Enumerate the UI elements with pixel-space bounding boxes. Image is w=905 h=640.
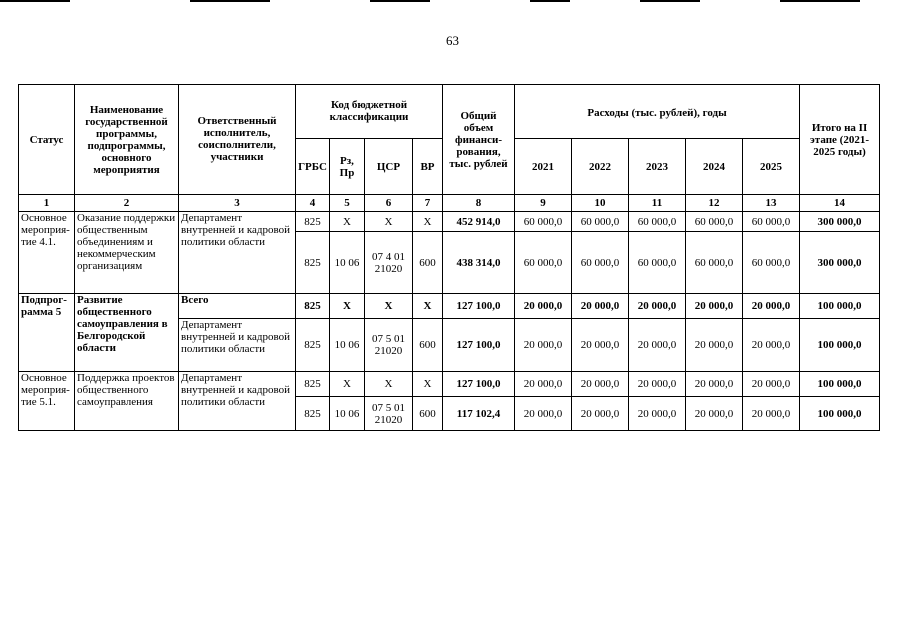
cell-grbs: 825 (296, 319, 330, 372)
cell-2022: 20 000,0 (572, 397, 629, 431)
cell-rzpr: 10 06 (330, 397, 365, 431)
cell-2024: 60 000,0 (686, 212, 743, 232)
cell-2024: 60 000,0 (686, 232, 743, 294)
cell-stage-total: 100 000,0 (800, 397, 880, 431)
header-total-stage: Итого на II этапе (2021-2025 годы) (800, 85, 880, 195)
cell-2024: 20 000,0 (686, 372, 743, 397)
cell-2023: 20 000,0 (629, 319, 686, 372)
cell-stage-total: 300 000,0 (800, 232, 880, 294)
row-responsible: Департамент внутренней и кадровой политики области (179, 319, 296, 372)
cell-2022: 20 000,0 (572, 294, 629, 319)
cell-grbs: 825 (296, 294, 330, 319)
header-year-2025: 2025 (743, 139, 800, 195)
cell-stage-total: 300 000,0 (800, 212, 880, 232)
cell-2025: 20 000,0 (743, 372, 800, 397)
header-rzpr: Рз, Пр (330, 139, 365, 195)
cell-vr: Х (413, 294, 443, 319)
cell-total: 127 100,0 (443, 294, 515, 319)
cell-2022: 20 000,0 (572, 372, 629, 397)
cell-stage-total: 100 000,0 (800, 372, 880, 397)
cell-total: 117 102,4 (443, 397, 515, 431)
cell-vr: 600 (413, 232, 443, 294)
col-number: 8 (443, 195, 515, 212)
cell-rzpr: 10 06 (330, 319, 365, 372)
header-expenses: Расходы (тыс. рублей), годы (515, 85, 800, 139)
scan-edge-mark (780, 0, 860, 2)
cell-2025: 60 000,0 (743, 212, 800, 232)
cell-2023: 20 000,0 (629, 294, 686, 319)
header-total-volume: Общий объем финанси-рования, тыс. рублей (443, 85, 515, 195)
cell-2023: 20 000,0 (629, 372, 686, 397)
cell-grbs: 825 (296, 212, 330, 232)
header-responsible: Ответственный исполнитель, соисполнители, участники (179, 85, 296, 195)
row-status: Основное мероприя-тие 4.1. (19, 212, 75, 294)
cell-total: 127 100,0 (443, 372, 515, 397)
cell-total: 127 100,0 (443, 319, 515, 372)
cell-stage-total: 100 000,0 (800, 294, 880, 319)
cell-2024: 20 000,0 (686, 294, 743, 319)
row-responsible: Всего (179, 294, 296, 319)
cell-csr: Х (365, 294, 413, 319)
cell-2025: 60 000,0 (743, 232, 800, 294)
budget-table (18, 84, 880, 431)
column-number-row (19, 195, 880, 212)
scan-edge-mark (370, 0, 430, 2)
cell-2025: 20 000,0 (743, 294, 800, 319)
header-budget-code: Код бюджетной классификации (296, 85, 443, 139)
scan-edge-mark (640, 0, 700, 2)
cell-total: 438 314,0 (443, 232, 515, 294)
row-name: Оказание поддержки общественным объединениям и некоммерческим организациям (75, 212, 179, 294)
row-responsible: Департамент внутренней и кадровой политики области (179, 212, 296, 294)
col-number: 7 (413, 195, 443, 212)
cell-2022: 20 000,0 (572, 319, 629, 372)
header-csr: ЦСР (365, 139, 413, 195)
header-status: Статус (19, 85, 75, 195)
cell-grbs: 825 (296, 397, 330, 431)
col-number: 10 (572, 195, 629, 212)
cell-csr: 07 5 01 21020 (365, 397, 413, 431)
header-vr: ВР (413, 139, 443, 195)
cell-2023: 60 000,0 (629, 232, 686, 294)
cell-csr: 07 4 01 21020 (365, 232, 413, 294)
cell-2024: 20 000,0 (686, 319, 743, 372)
cell-stage-total: 100 000,0 (800, 319, 880, 372)
col-number: 2 (75, 195, 179, 212)
cell-csr: Х (365, 212, 413, 232)
cell-2022: 60 000,0 (572, 232, 629, 294)
col-number: 14 (800, 195, 880, 212)
col-number: 3 (179, 195, 296, 212)
table-row (19, 294, 880, 319)
cell-2021: 20 000,0 (515, 319, 572, 372)
table-row (19, 212, 880, 232)
cell-2022: 60 000,0 (572, 212, 629, 232)
cell-2023: 60 000,0 (629, 212, 686, 232)
cell-2021: 60 000,0 (515, 212, 572, 232)
cell-rzpr: Х (330, 294, 365, 319)
row-status: Основное мероприя-тие 5.1. (19, 372, 75, 431)
cell-2021: 20 000,0 (515, 294, 572, 319)
cell-rzpr: Х (330, 212, 365, 232)
cell-rzpr: Х (330, 372, 365, 397)
header-name: Наименование государственной программы, подпрограммы, основного мероприятия (75, 85, 179, 195)
header-year-2022: 2022 (572, 139, 629, 195)
cell-2021: 60 000,0 (515, 232, 572, 294)
cell-vr: 600 (413, 397, 443, 431)
row-name: Поддержка проектов общественного самоуправления (75, 372, 179, 431)
col-number: 6 (365, 195, 413, 212)
col-number: 1 (19, 195, 75, 212)
cell-2025: 20 000,0 (743, 319, 800, 372)
cell-vr: 600 (413, 319, 443, 372)
header-year-2024: 2024 (686, 139, 743, 195)
scan-edge-mark (190, 0, 270, 2)
col-number: 12 (686, 195, 743, 212)
cell-2023: 20 000,0 (629, 397, 686, 431)
cell-2021: 20 000,0 (515, 397, 572, 431)
header-year-2021: 2021 (515, 139, 572, 195)
scan-edge-mark (0, 0, 70, 2)
cell-2021: 20 000,0 (515, 372, 572, 397)
col-number: 4 (296, 195, 330, 212)
cell-2024: 20 000,0 (686, 397, 743, 431)
cell-2025: 20 000,0 (743, 397, 800, 431)
cell-grbs: 825 (296, 372, 330, 397)
row-name: Развитие общественного самоуправления в Белгородской области (75, 294, 179, 372)
row-responsible: Департамент внутренней и кадровой политики области (179, 372, 296, 431)
col-number: 5 (330, 195, 365, 212)
table-row (19, 372, 880, 397)
page-number: 63 (446, 33, 459, 48)
cell-total: 452 914,0 (443, 212, 515, 232)
header-year-2023: 2023 (629, 139, 686, 195)
scan-edge-mark (530, 0, 570, 2)
cell-grbs: 825 (296, 232, 330, 294)
col-number: 11 (629, 195, 686, 212)
cell-rzpr: 10 06 (330, 232, 365, 294)
header-grbs: ГРБС (296, 139, 330, 195)
row-status: Подпрог-рамма 5 (19, 294, 75, 372)
cell-vr: Х (413, 372, 443, 397)
col-number: 13 (743, 195, 800, 212)
col-number: 9 (515, 195, 572, 212)
cell-csr: Х (365, 372, 413, 397)
cell-vr: Х (413, 212, 443, 232)
cell-csr: 07 5 01 21020 (365, 319, 413, 372)
